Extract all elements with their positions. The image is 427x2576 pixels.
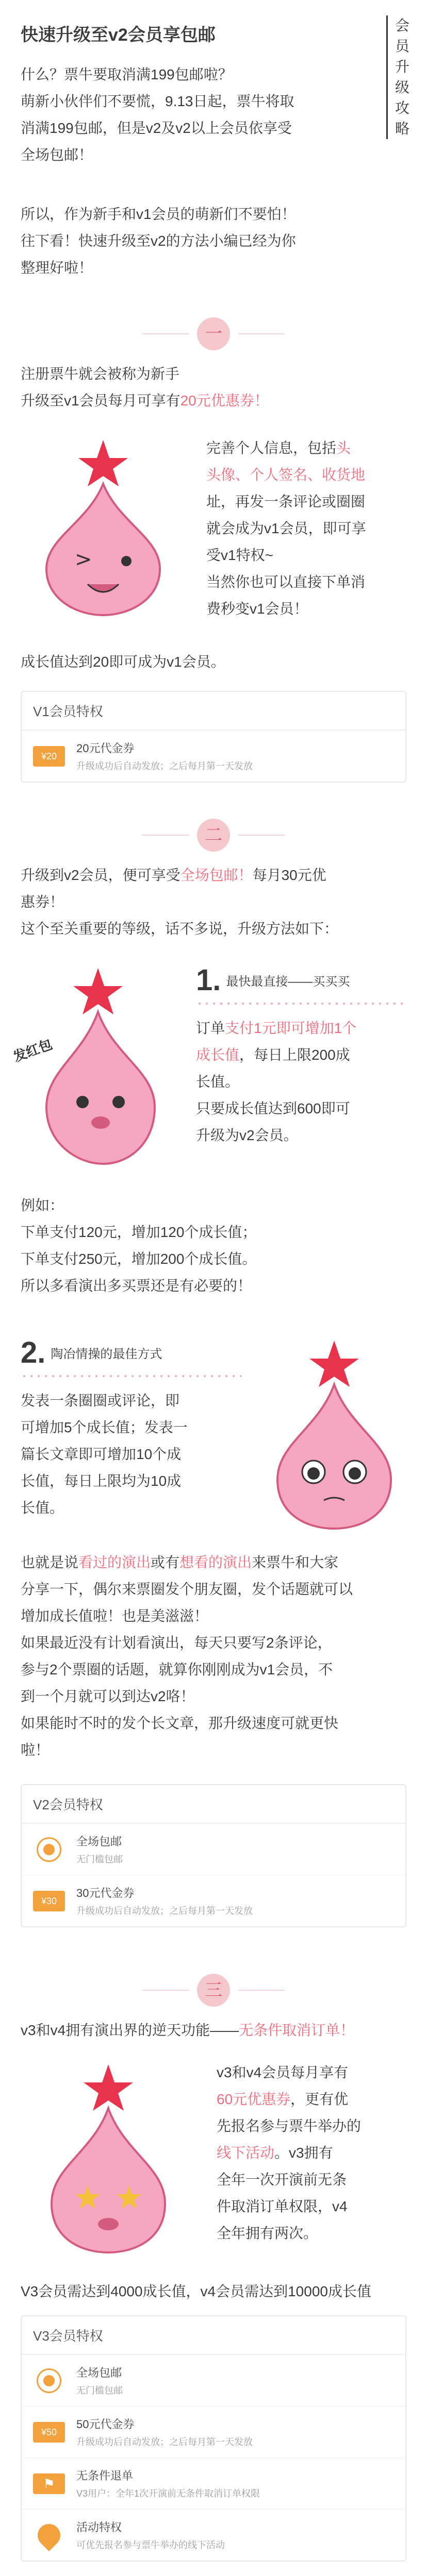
text-line: 60元优惠券，更有优	[217, 2091, 349, 2107]
method-2-detail	[0, 1534, 427, 1764]
side-char: 会	[395, 18, 410, 33]
section-1-body	[0, 414, 427, 623]
privilege-text	[76, 1885, 253, 1917]
text-line: 址，再发一条评论或圈圈	[206, 494, 366, 510]
section-number-badge: 二	[197, 819, 230, 852]
method-title: 最快最直接——买买买	[226, 975, 350, 989]
section-number-badge: 三	[197, 1974, 230, 2007]
side-char: 升	[395, 59, 410, 75]
privilege-text	[76, 2467, 260, 2500]
v3-privilege-box	[21, 2315, 406, 2562]
free-shipping-icon	[37, 2368, 61, 2393]
section-3-body	[0, 2044, 427, 2258]
text-line: 长值。	[196, 1074, 240, 1090]
text-line: 啦！	[21, 1742, 50, 1758]
privilege-box-title: V1会员特权	[22, 692, 405, 731]
privilege-desc: 升级成功后自动发放；之后每月第一天发放	[76, 2437, 253, 2447]
privilege-item	[22, 731, 405, 782]
method-2	[0, 1299, 427, 1534]
text-line	[0, 387, 427, 414]
side-char: 级	[395, 79, 410, 95]
mascot-teary	[241, 1335, 427, 1534]
privilege-desc: V3用户：全年1次开演前无条件取消订单权限	[76, 2488, 260, 2499]
privilege-box-title: V3会员特权	[22, 2316, 405, 2355]
privilege-desc: 无门槛包邮	[76, 2385, 123, 2396]
method-number: 2.	[21, 1336, 46, 1369]
privilege-name: 活动特权	[76, 2521, 122, 2534]
section-1-side-text	[206, 435, 427, 622]
mascot-star-eyes	[0, 2059, 217, 2258]
section-1-note	[0, 623, 427, 675]
section-3-note	[0, 2258, 427, 2305]
text-line: 这个至关重要的等级，话不多说，升级方法如下：	[21, 921, 339, 937]
highlight-text: 成长值	[196, 1047, 240, 1063]
method-2-heading	[21, 1335, 241, 1370]
text-line: 到一个月就可以到达v2咯！	[21, 1688, 195, 1704]
text-span: 或有	[151, 1554, 180, 1570]
side-char: 员	[395, 38, 410, 54]
text-line: 发表一条圈圈或评论，即	[21, 1393, 180, 1409]
section-1-lead	[0, 361, 427, 414]
text-span: 完善个人信息，包括	[206, 440, 337, 456]
text-line: 如果能时不时的发个长文章，那升级速度可就更快	[21, 1715, 339, 1731]
privilege-name: 全场包邮	[76, 2366, 122, 2379]
privilege-desc: 可优先报名参与票牛举办的线下活动	[76, 2540, 225, 2550]
highlight-text: 想看的演出	[179, 1554, 252, 1570]
text-line: 件取消订单权限，v4	[217, 2198, 348, 2214]
dotted-divider	[196, 1003, 406, 1005]
v2-privilege-box	[21, 1784, 406, 1927]
text-line: 如果最近没有计划看演出，每天只要写2条评论，	[21, 1635, 332, 1651]
intro-paragraph-2	[0, 196, 427, 281]
mascot-label: 发红包	[11, 1036, 55, 1065]
section-number-badge: 一	[197, 317, 230, 350]
method-1-text	[196, 963, 427, 1149]
dotted-divider	[21, 1375, 241, 1377]
highlight-text: 20元优惠券！	[180, 393, 269, 409]
privilege-item	[22, 2406, 405, 2458]
privilege-text	[76, 2416, 253, 2448]
text-line: 受v1特权~	[206, 547, 273, 563]
privilege-item	[22, 2458, 405, 2510]
text-line: 长值，每日上限均为10成	[21, 1473, 182, 1489]
privilege-text	[76, 1833, 123, 1866]
text-line: 惠券！	[21, 894, 64, 910]
text-line: 下单支付250元，增加200个成长值。	[21, 1251, 257, 1267]
coupon-icon: ¥30	[33, 1891, 65, 1911]
privilege-desc: 无门槛包邮	[76, 1854, 123, 1865]
mascot-wink	[0, 435, 206, 623]
section-1-divider	[0, 281, 427, 361]
text-line: 增加成长值啦！也是美滋滋！	[21, 1608, 209, 1624]
text-line: 只要成长值达到600即可	[196, 1100, 350, 1116]
article-title: 快速升级至v2会员享包邮	[21, 25, 216, 45]
privilege-name: 无条件退单	[76, 2469, 134, 2482]
text-line: 费秒变v1会员！	[206, 601, 308, 617]
text-line: 分享一下，偶尔来票圈发个朋友圈，发个话题就可以	[21, 1581, 353, 1597]
coupon-icon: ¥50	[33, 2422, 65, 2443]
text-line: 整理好啦！	[21, 260, 93, 276]
text-line: 全年一次开演前无条	[217, 2172, 347, 2188]
text-line: 升级为v2会员。	[196, 1127, 298, 1143]
highlight-text: 无条件取消订单！	[239, 2022, 355, 2038]
text-line: 例如：	[21, 1197, 64, 1213]
method-1-heading	[196, 963, 406, 997]
highlight-text: 60元优惠券	[217, 2091, 291, 2107]
side-vertical-title	[386, 15, 413, 139]
text-line: 往下看！快速升级至v2的方法小编已经为你	[21, 233, 296, 249]
section-3-side-text	[217, 2059, 427, 2247]
privilege-text	[76, 2364, 123, 2397]
cancel-order-icon	[33, 2473, 65, 2494]
privilege-text	[76, 740, 253, 772]
text-span: 来票牛和大家	[252, 1554, 339, 1570]
method-1	[0, 942, 427, 1172]
privilege-item	[22, 1824, 405, 1875]
highlight-text: 支付1元即可增加1个	[225, 1020, 357, 1036]
text-span: 升级到v2会员，便可享受	[21, 867, 180, 883]
text-line: 订单支付1元即可增加1个	[196, 1020, 357, 1036]
side-char: 略	[395, 121, 410, 137]
text-line: v3和v4会员每月享有	[217, 2064, 349, 2080]
mascot-red-packet	[0, 963, 196, 1172]
text-span: 每月30元优	[252, 867, 326, 883]
pink-mascot-image	[252, 1335, 417, 1531]
highlight-text: 线下活动	[217, 2145, 275, 2161]
pink-mascot-image	[15, 963, 180, 1169]
text-span: 也就是说	[21, 1554, 79, 1570]
free-shipping-icon	[37, 1837, 61, 1862]
side-char: 攻	[395, 100, 410, 116]
text-line: 长值。	[21, 1500, 64, 1516]
text-line: 全年拥有两次。	[217, 2225, 318, 2241]
highlight-text: 头	[336, 440, 351, 456]
privilege-text	[76, 2519, 225, 2551]
method-number: 1.	[196, 963, 221, 997]
v1-privilege-box	[21, 691, 406, 783]
privilege-name: 50元代金券	[76, 2418, 135, 2431]
section-2-divider	[0, 788, 427, 862]
highlight-text: 看过的演出	[78, 1554, 151, 1570]
section-2-lead	[0, 862, 427, 942]
privilege-item	[22, 2510, 405, 2561]
text-line: 成长值达到20即可成为v1会员。	[21, 654, 225, 670]
location-pin-icon	[33, 2519, 65, 2551]
text-line: 篇长文章即可增加10个成	[21, 1446, 182, 1462]
section-3-divider	[0, 1933, 427, 2017]
text-line: V3会员需达到4000成长值，v4会员需达到10000成长值	[21, 2283, 371, 2299]
text-span: v3和v4拥有演出界的逆天功能——	[21, 2022, 239, 2038]
text-line: 萌新小伙伴们不要慌，9.13日起，票牛将取	[21, 93, 294, 109]
privilege-name: 20元代金券	[76, 742, 135, 755]
intro-paragraph-1	[0, 61, 427, 168]
highlight-text: 全场包邮！	[180, 867, 253, 883]
text-line: 所以，作为新手和v1会员的萌新们不要怕！	[21, 206, 296, 222]
text-span: 升级至v1会员每月可享有	[21, 393, 180, 409]
text-line: 什么？票牛要取消满199包邮啦？	[21, 66, 233, 82]
pink-mascot-image	[26, 2059, 191, 2255]
section-3-lead	[0, 2017, 427, 2044]
text-line: 当然你也可以直接下单消	[206, 574, 366, 590]
method-title: 陶冶情操的最佳方式	[51, 1347, 162, 1361]
text-line: 所以多看演出多买票还是有必要的！	[21, 1278, 252, 1294]
privilege-desc: 升级成功后自动发放；之后每月第一天发放	[76, 1906, 253, 1916]
text-line	[0, 862, 427, 889]
text-line: 参与2个票圈的话题，就算你刚刚成为v1会员，不	[21, 1662, 333, 1677]
text-line: 下单支付120元，增加120个成长值；	[21, 1224, 257, 1240]
svg-text:>: >	[75, 548, 92, 571]
header-section	[0, 0, 427, 196]
privilege-box-title: V2会员特权	[22, 1785, 405, 1824]
text-line: 就会成为v1会员，即可享	[206, 520, 366, 536]
example-block	[0, 1172, 427, 1299]
privilege-item	[22, 2355, 405, 2406]
text-line: 消满199包邮，但是v2及v2以上会员依享受	[21, 120, 292, 136]
privilege-item	[22, 1875, 405, 1926]
text-line: 可增加5个成长值；发表一	[21, 1419, 188, 1435]
text-line: 线下活动。v3拥有	[217, 2145, 333, 2161]
text-line: 全场包邮！	[21, 147, 93, 163]
text-line: 成长值，每日上限200成	[196, 1047, 350, 1063]
text-line	[206, 435, 406, 462]
coupon-icon: ¥20	[33, 746, 65, 767]
privilege-name: 30元代金券	[76, 1887, 135, 1900]
privilege-name: 全场包邮	[76, 1835, 122, 1848]
text-line	[0, 2017, 427, 2044]
method-2-text	[0, 1335, 241, 1521]
text-line: 注册票牛就会被称为新手	[21, 366, 180, 382]
pink-mascot-image	[26, 435, 180, 620]
text-line	[0, 1549, 427, 1576]
privilege-desc: 升级成功后自动发放；之后每月第一天发放	[76, 761, 253, 771]
highlight-text: 头像、个人签名、收货地	[206, 467, 366, 483]
text-line: 先报名参与票牛举办的	[217, 2118, 362, 2134]
